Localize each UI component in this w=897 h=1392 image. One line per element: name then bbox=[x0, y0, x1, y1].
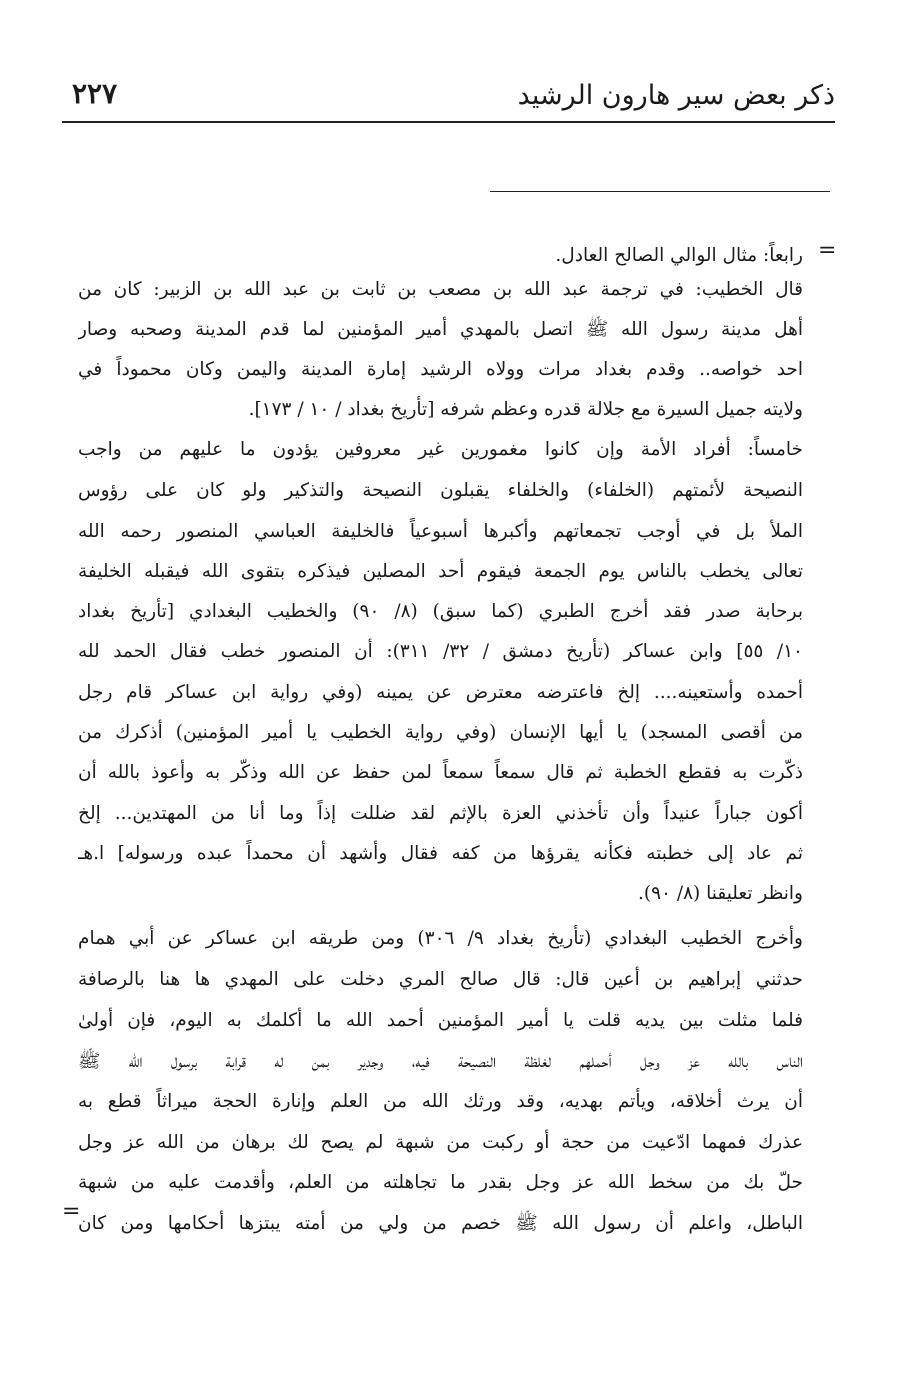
text-line: الملأ بل في أوجب تجمعاتهم وأكبرها أسبوعياً فالخليفة العباسي المنصور رحمه الله bbox=[78, 521, 803, 542]
footnote-separator bbox=[490, 191, 830, 192]
text-line: وأخرج الخطيب البغدادي (تأريخ بغداد ٩/ ٣٠٦) ومن طريقه ابن عساكر عن أبي همام bbox=[78, 928, 803, 949]
header-rule bbox=[62, 121, 835, 123]
text-line: فلما مثلت بين يديه قلت يا أمير المؤمنين أحمد الله ما أكلمك به اليوم، فإن أولىٰ bbox=[78, 1010, 803, 1031]
text-line: عذرك فمهما ادّعيت من حجة أو ركبت من شبهة لم يصح لك برهان من الله عز وجل bbox=[78, 1132, 803, 1153]
continuation-mark-end: = bbox=[62, 1199, 81, 1224]
text-line: أهل مدينة رسول الله ﷺ اتصل بالمهدي أمير المؤمنين لما قدم المدينة وصحبه وصار bbox=[78, 319, 803, 340]
text-line: ذكّرت به فقطع الخطبة ثم قال سمعاً سمعاً لمن حفظ عن الله وذكّر به وأعوذ بالله أن bbox=[78, 762, 803, 783]
page-number: ٢٢٧ bbox=[72, 77, 118, 110]
text-line: الناس بالله عز وجل أحملهم لغلظة النصيحة فيه، وجدير بمن له قرابة برسول الله ﷺ bbox=[78, 1051, 803, 1072]
text-line: ولايته جميل السيرة مع جلالة قدره وعظم شرفه [تأريخ بغداد / ١٠ / ١٧٣]. bbox=[248, 399, 803, 420]
text-line: ١٠/ ٥٥] وابن عساكر (تأريخ دمشق / ٣٢/ ٣١١): أن المنصور خطب فقال الحمد لله bbox=[78, 641, 803, 662]
text-line: حلّ بك من سخط الله عز وجل بقدر ما تجاهلته من العلم، وأقدمت عليه من شبهة bbox=[78, 1172, 803, 1193]
text-line: خامساً: أفراد الأمة وإن كانوا مغمورين غير معروفين يؤدون ما عليهم من واجب bbox=[78, 439, 803, 460]
text-line: النصيحة لأئمتهم (الخلفاء) والخلفاء يقبلون النصيحة والتذكير ولو كان على رؤوس bbox=[78, 480, 803, 501]
text-line: الباطل، واعلم أن رسول الله ﷺ خصم من ولي من أمته يبتزها أحكامها ومن كان bbox=[78, 1213, 803, 1234]
text-line: تعالى يخطب بالناس يوم الجمعة فيقوم أحد المصلين فيذكره بتقوى الله فيقبله الخليفة bbox=[78, 561, 803, 582]
text-line: أكون جباراً عنيداً وأن تأخذني العزة بالإثم لقد ضللت إذاً وما أنا من المهتدين... إلخ bbox=[78, 803, 803, 824]
text-line: وانظر تعليقنا (٨/ ٩٠). bbox=[638, 883, 803, 904]
text-line: احد خواصه.. وقدم بغداد مرات وولاه الرشيد إمارة المدينة واليمن وكان محموداً في bbox=[78, 359, 803, 380]
running-title: ذكر بعض سير هارون الرشيد bbox=[517, 80, 835, 111]
text-line: من أقصى المسجد) يا أيها الإنسان (وفي رواية الخطيب يا أمير المؤمنين) أذكرك من bbox=[78, 722, 803, 743]
text-line: أن يرث أخلاقه، ويأتم بهديه، وقد ورثك الله من العلم وإنارة الحجة ميراثاً قطع به bbox=[78, 1091, 803, 1112]
text-line: أحمده وأستعينه.... إلخ فاعترضه معترض عن يمينه (وفي رواية ابن عساكر قام رجل bbox=[78, 682, 803, 703]
text-line: ثم عاد إلى خطبته فكأنه يقرؤها من كفه فقال وأشهد أن محمداً عبده ورسوله] ا.هـ bbox=[78, 843, 803, 864]
text-line: برحابة صدر فقد أخرج الطبري (كما سبق) (٨/ ٩٠) والخطيب البغدادي [تأريخ بغداد bbox=[78, 601, 803, 622]
text-line: حدثني إبراهيم بن أعين قال: قال صالح المري دخلت على المهدي ها هنا بالرصافة bbox=[78, 969, 803, 990]
running-header bbox=[62, 74, 835, 120]
continuation-mark-start: = bbox=[818, 238, 837, 263]
text-line: رابعاً: مثال الوالي الصالح العادل. bbox=[555, 245, 803, 266]
text-line: قال الخطيب: في ترجمة عبد الله بن مصعب بن ثابت بن عبد الله بن الزبير: كان من bbox=[78, 279, 803, 300]
